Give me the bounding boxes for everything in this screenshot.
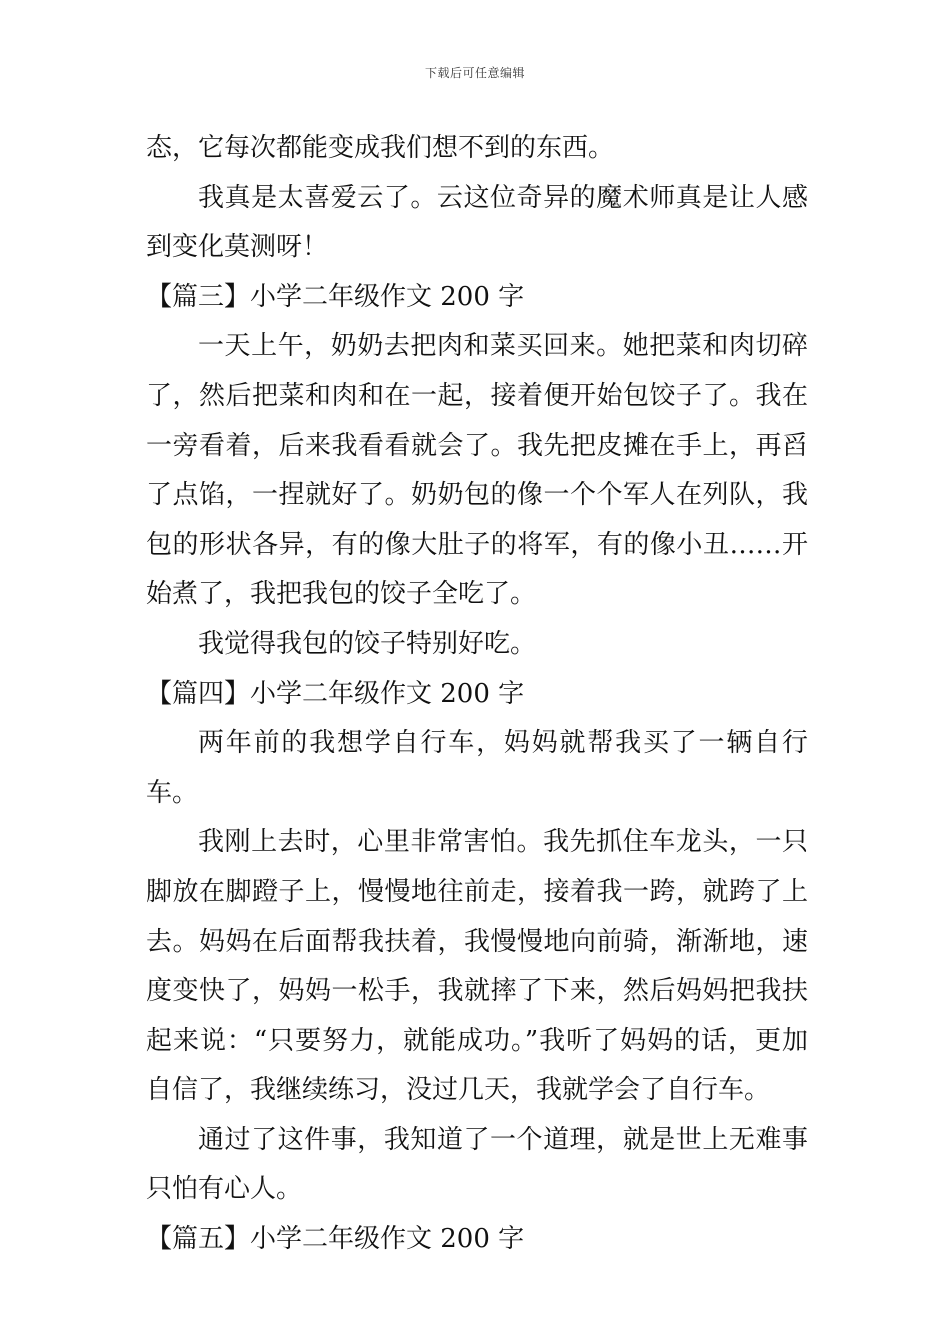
page-header: 下载后可任意编辑 — [424, 66, 525, 80]
paragraph: 一天上午，奶奶去把肉和菜买回来。她把菜和肉切碎了，然后把菜和肉和在一起，接着便开始包饺子了。我在一旁看着，后来我看看就会了。我先把皮摊在手上，再舀了点馅，一捏就好了。奶奶包的像一个个军人在列队，我包的形状各异，有的像大肚子的将军，有的像小丑……开始煮了，我把我包的饺子全吃了。 — [146, 331, 808, 610]
paragraph: 两年前的我想学自行车，妈妈就帮我买了一辆自行车。 — [146, 728, 808, 808]
paragraph: 我觉得我包的饺子特别好吃。 — [198, 628, 537, 659]
section-heading: 【篇三】小学二年级作文 200 字 — [146, 281, 525, 312]
section-heading: 【篇五】小学二年级作文 200 字 — [146, 1224, 525, 1255]
paragraph: 态，它每次都能变成我们想不到的东西。 — [146, 133, 615, 163]
document-body — [146, 124, 808, 1265]
section-heading: 【篇四】小学二年级作文 200 字 — [146, 678, 525, 709]
paragraph: 我真是太喜爱云了。云这位奇异的魔术师真是让人感到变化莫测呀！ — [146, 182, 808, 263]
paragraph: 通过了这件事，我知道了一个道理，就是世上无难事只怕有心人。 — [146, 1124, 808, 1205]
paragraph: 我刚上去时，心里非常害怕。我先抓住车龙头，一只脚放在脚蹬子上，慢慢地往前走，接着我一跨，就跨了上去。妈妈在后面帮我扶着，我慢慢地向前骑，渐渐地，速度变快了，妈妈一松手，我就摔了下来，然后妈妈把我扶起来说：“只要努力，就能成功。”我听了妈妈的话，更加自信了，我继续练习，没过几天，我就学会了自行车。 — [146, 827, 808, 1106]
